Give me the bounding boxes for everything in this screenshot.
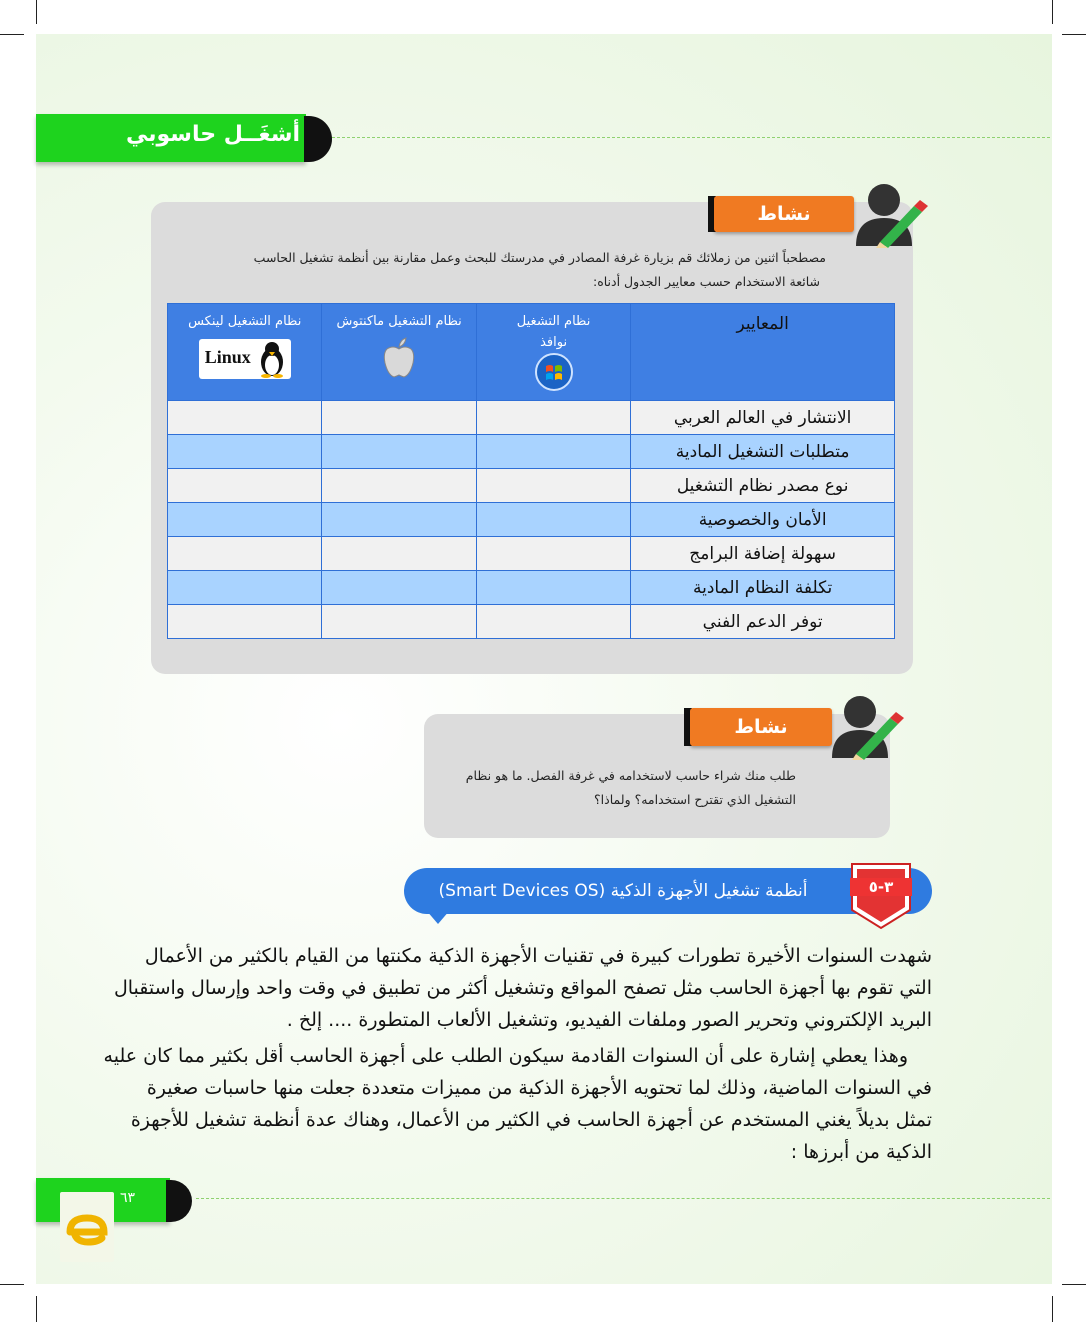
crop-mark (1062, 34, 1086, 35)
activity-2-text-line-1: طلب منك شراء حاسب لاستخدامه في غرفة الفصل. ما هو نظام (465, 768, 796, 783)
activity-1-text-line-2: شائعة الاستخدام حسب معايير الجدول أدناه: (592, 274, 820, 289)
apple-logo-icon (379, 335, 419, 383)
publisher-logo-icon (60, 1192, 114, 1262)
header-windows-sub: نوافذ (540, 335, 568, 350)
linux-logo-text: Linux (204, 347, 251, 367)
person-pencil-icon (842, 178, 928, 248)
answer-cell[interactable] (322, 435, 476, 469)
table-row (168, 469, 895, 503)
table-row (168, 537, 895, 571)
criterion-label: الانتشار في العالم العربي (631, 401, 895, 435)
criterion-label: متطلبات التشغيل المادية (631, 435, 895, 469)
paragraph-1-line: التي تقوم بها أجهزة الحاسب مثل تصفح المواقع وتشغيل أكثر من تطبيق في وقت واحد وإرسال واستقبال (113, 977, 932, 999)
crop-mark (0, 34, 24, 35)
person-pencil-icon (818, 690, 904, 760)
table-row (168, 605, 895, 639)
chapter-banner (36, 114, 306, 162)
page-number: ٦٣ (120, 1190, 136, 1206)
answer-cell[interactable] (322, 537, 476, 571)
criterion-label: سهولة إضافة البرامج (631, 537, 895, 571)
criterion-label: نوع مصدر نظام التشغيل (631, 469, 895, 503)
paragraph-1-line: البريد الإلكتروني وتحرير الصور وملفات الفيديو، وتشغيل الألعاب المتطورة .... إلخ . (286, 1009, 932, 1031)
table-row (168, 435, 895, 469)
paragraph-2-line: وهذا يعطي إشارة على أن السنوات القادمة سيكون الطلب على أجهزة الحاسب أقل بكثير مما كان عليه (103, 1045, 908, 1067)
activity-tab-1: نشاط (714, 196, 854, 232)
answer-cell[interactable] (476, 537, 630, 571)
section-title: أنظمة تشغيل الأجهزة الذكية (Smart Devices OS) (438, 881, 808, 901)
paragraph-2-line: في السنوات الماضية، وذلك لما تحتويه الأجهزة الذكية من مميزات متعددة جعلت منها حاسبات صغيرة (146, 1077, 932, 1099)
answer-cell[interactable] (168, 571, 322, 605)
paragraph-1-line: شهدت السنوات الأخيرة تطورات كبيرة في تقنيات الأجهزة الذكية مكنتها من القيام بالكثير من الأعمال (144, 945, 932, 967)
section-pill-tail (426, 910, 450, 924)
answer-cell[interactable] (168, 503, 322, 537)
activity-1-text-line-1: مصطحباً اثنين من زملائك قم بزيارة غرفة المصادر في مدرستك للبحث وعمل مقارنة بين أنظمة تشغيل الحاسب (253, 250, 826, 265)
header-criteria: المعايير (631, 304, 895, 401)
answer-cell[interactable] (168, 605, 322, 639)
paragraph-2 (103, 1040, 932, 1168)
header-divider (332, 137, 1050, 138)
header-linux: نظام التشغيل لينكس Linux (168, 304, 322, 401)
paragraph-2-line: تمثل بديلاً يغني المستخدم عن أجهزة الحاسب في الكثير من الأعمال، وهناك عدة أنظمة تشغيل للأجهزة (130, 1109, 932, 1131)
paragraph-1 (113, 940, 932, 1036)
answer-cell[interactable] (476, 435, 630, 469)
crop-mark (1052, 1296, 1053, 1322)
answer-cell[interactable] (476, 503, 630, 537)
answer-cell[interactable] (476, 605, 630, 639)
answer-cell[interactable] (322, 503, 476, 537)
answer-cell[interactable] (476, 571, 630, 605)
publisher-logo (60, 1192, 114, 1262)
criterion-label: توفر الدعم الفني (631, 605, 895, 639)
answer-cell[interactable] (322, 571, 476, 605)
answer-cell[interactable] (168, 435, 322, 469)
table-row (168, 503, 895, 537)
footer-divider (196, 1198, 1050, 1199)
answer-cell[interactable] (476, 401, 630, 435)
crop-mark (1052, 0, 1053, 24)
answer-cell[interactable] (168, 469, 322, 503)
criterion-label: تكلفة النظام المادية (631, 571, 895, 605)
section-number: ٣-٥ (850, 878, 912, 896)
criterion-label: الأمان والخصوصية (631, 503, 895, 537)
linux-logo (199, 339, 291, 379)
penguin-icon (257, 340, 287, 378)
crop-mark (0, 1284, 24, 1285)
table-row (168, 571, 895, 605)
answer-cell[interactable] (322, 401, 476, 435)
crop-mark (1062, 1284, 1086, 1285)
chapter-title: أشغَــل حاسوبي (126, 122, 300, 147)
section-number-badge (850, 862, 912, 930)
table-row (168, 401, 895, 435)
answer-cell[interactable] (322, 605, 476, 639)
crop-mark (36, 1296, 37, 1322)
crop-mark (36, 0, 37, 24)
answer-cell[interactable] (476, 469, 630, 503)
header-mac: نظام التشغيل ماكنتوش (322, 304, 476, 401)
header-windows: نظام التشغيل نوافذ (476, 304, 630, 401)
activity-2-text-line-2: التشغيل الذي تقترح استخدامه؟ ولماذا؟ (594, 792, 796, 807)
answer-cell[interactable] (168, 537, 322, 571)
answer-cell[interactable] (322, 469, 476, 503)
windows-logo-icon (534, 352, 574, 392)
os-comparison-table (167, 303, 895, 639)
activity-tab-2: نشاط (690, 708, 832, 746)
paragraph-2-line: الذكية من أبرزها : (790, 1141, 932, 1163)
answer-cell[interactable] (168, 401, 322, 435)
